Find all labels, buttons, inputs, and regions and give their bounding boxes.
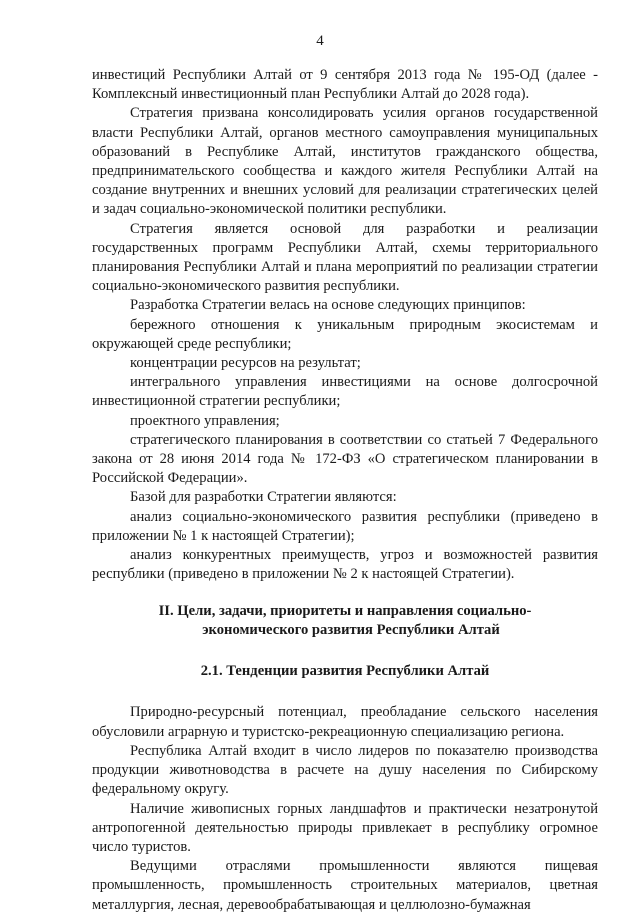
paragraph: проектного управления;: [130, 412, 280, 429]
paragraph: бережного отношения к уникальным природным экосистемам и окружающей среде республики;: [92, 316, 598, 352]
paragraph: инвестиций Республики Алтай от 9 сентября 2013 года № 195-ОД (далее - Комплексный инвестиционный план Республики Алтай до 2028 года).: [92, 67, 598, 103]
paragraph: Природно-ресурсный потенциал, преобладание сельского населения обусловили аграрную и туристско-рекреационную специализацию региона.: [92, 704, 598, 740]
paragraph: стратегического планирования в соответствии со статьей 7 Федерального закона от 28 июня 2014 года № 172-ФЗ «О стратегическом планировании в Российской Федерации».: [92, 431, 598, 487]
page-content: [92, 66, 598, 915]
paragraph: интегрального управления инвестициями на основе долгосрочной инвестиционной стратегии республики;: [92, 374, 598, 410]
section-heading-line-2: экономического развития Республики Алтай: [202, 622, 500, 639]
section-heading: [92, 602, 598, 640]
paragraph: анализ конкурентных преимуществ, угроз и возможностей развития республики (приведено в приложении № 2 к настоящей Стратегии).: [92, 547, 598, 583]
body-paragraphs-top: [92, 66, 598, 584]
paragraph: Наличие живописных горных ландшафтов и практически незатронутой антропогенной деятельностью природы привлекает в республику огромное число туристов.: [92, 800, 598, 855]
paragraph: Стратегия является основой для разработки и реализации государственных программ Республики Алтай, схемы территориального планирования Республики Алтай и плана мероприятий по реализации стратегии социально-экономического развития республики.: [92, 220, 598, 295]
paragraph: Республика Алтай входит в число лидеров по показателю производства продукции животноводства в расчете на душу населения по Сибирскому федеральному округу.: [92, 742, 598, 798]
paragraph: анализ социально-экономического развития республики (приведено в приложении № 1 к настоящей Стратегии);: [92, 508, 598, 544]
paragraph: Базой для разработки Стратегии являются:: [130, 489, 397, 506]
subsection-heading: 2.1. Тенденции развития Республики Алтай: [200, 663, 490, 680]
paragraph: Стратегия призвана консолидировать усилия органов государственной власти Республики Алтай, органов местного самоуправления муниципальных образований в Республике Алтай, институтов гражданского общества, предпринимательского сообщества и каждого жителя Республики Алтай на создание внутренних и внешних условий для реализации стратегических целей и задач социально-экономической политики республики.: [92, 105, 598, 218]
section-heading-line-1: II. Цели, задачи, приоритеты и направления социально-: [158, 603, 532, 620]
paragraph: Разработка Стратегии велась на основе следующих принципов:: [130, 297, 526, 314]
page-number: 4: [316, 33, 324, 49]
paragraph: Ведущими отраслями промышленности являются пищевая промышленность, промышленность строительных материалов, цветная металлургия, лесная, деревообрабатывающая и целлюлозно-бумажная: [92, 858, 598, 913]
paragraph: концентрации ресурсов на результат;: [130, 355, 361, 372]
body-paragraphs-bottom: [92, 703, 598, 914]
